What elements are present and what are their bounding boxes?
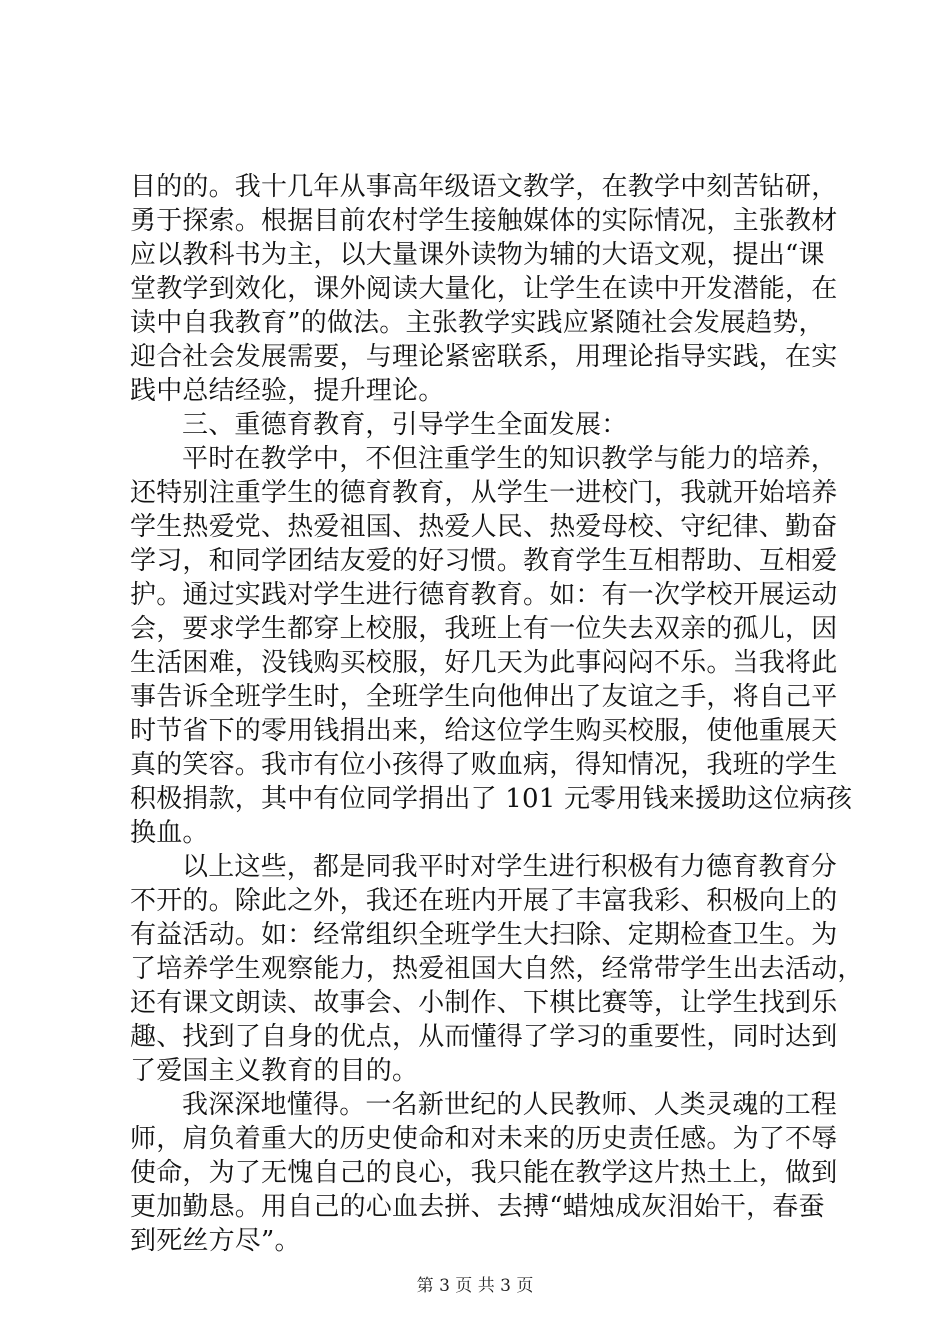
text-line: 堂教学到效化，课外阅读大量化，让学生在读中开发潜能，在 bbox=[130, 274, 838, 304]
text-line: 不开的。除此之外，我还在班内开展了丰富我彩、积极向上的 bbox=[130, 886, 838, 916]
text-line: 时节省下的零用钱捐出来，给这位学生购买校服，使他重展天 bbox=[130, 716, 838, 746]
text-line: 迎合社会发展需要，与理论紧密联系，用理论指导实践，在实 bbox=[130, 342, 838, 372]
text-line: 积极捐款，其中有位同学捐出了 101 元零用钱来援助这位病孩 bbox=[130, 784, 853, 814]
text-line: 有益活动。如：经常组织全班学生大扫除、定期检查卫生。为 bbox=[130, 920, 838, 950]
paragraph-first-line: 平时在教学中，不但注重学生的知识教学与能力的培养， bbox=[182, 444, 838, 474]
text-line: 趣、找到了自身的优点，从而懂得了学习的重要性，同时达到 bbox=[130, 1022, 838, 1052]
text-line: 了爱国主义教育的目的。 bbox=[130, 1056, 419, 1086]
text-line: 护。通过实践对学生进行德育教育。如：有一次学校开展运动 bbox=[130, 580, 838, 610]
body-text bbox=[130, 170, 864, 1258]
text-line: 还特别注重学生的德育教育，从学生一进校门，我就开始培养 bbox=[130, 478, 838, 508]
section-heading: 三、重德育教育，引导学生全面发展： bbox=[182, 410, 628, 440]
paragraph-first-line: 以上这些，都是同我平时对学生进行积极有力德育教育分 bbox=[182, 852, 838, 882]
page-number-footer: 第 3 页 共 3 页 bbox=[416, 1276, 534, 1296]
text-line: 会，要求学生都穿上校服，我班上有一位失去双亲的孤儿，因 bbox=[130, 614, 838, 644]
text-line: 学习，和同学团结友爱的好习惯。教育学生互相帮助、互相爱 bbox=[130, 546, 838, 576]
text-line: 应以教科书为主，以大量课外读物为辅的大语文观，提出“课 bbox=[130, 240, 825, 270]
text-line: 更加勤恳。用自己的心血去拼、去搏“蜡烛成灰泪始干，春蚕 bbox=[130, 1192, 825, 1222]
text-line: 生活困难，没钱购买校服，好几天为此事闷闷不乐。当我将此 bbox=[130, 648, 838, 678]
text-line: 践中总结经验，提升理论。 bbox=[130, 376, 445, 406]
text-line: 师，肩负着重大的历史使命和对未来的历史责任感。为了不辱 bbox=[130, 1124, 838, 1154]
text-line: 到死丝方尽”。 bbox=[130, 1226, 301, 1256]
text-line: 还有课文朗读、故事会、小制作、下棋比赛等，让学生找到乐 bbox=[130, 988, 838, 1018]
text-line: 事告诉全班学生时，全班学生向他伸出了友谊之手，将自己平 bbox=[130, 682, 838, 712]
text-line: 勇于探索。根据目前农村学生接触媒体的实际情况，主张教材 bbox=[130, 206, 838, 236]
text-line: 了培养学生观察能力，热爱祖国大自然，经常带学生出去活动， bbox=[130, 954, 864, 984]
paragraph-first-line: 我深深地懂得。一名新世纪的人民教师、人类灵魂的工程 bbox=[182, 1090, 838, 1120]
text-line: 学生热爱党、热爱祖国、热爱人民、热爱母校、守纪律、勤奋 bbox=[130, 512, 838, 542]
text-line: 换血。 bbox=[130, 818, 209, 848]
text-line: 使命，为了无愧自己的良心，我只能在教学这片热土上，做到 bbox=[130, 1158, 838, 1188]
text-line: 目的的。我十几年从事高年级语文教学，在教学中刻苦钻研， bbox=[130, 172, 838, 202]
text-line: 读中自我教育”的做法。主张教学实践应紧随社会发展趋势， bbox=[130, 308, 825, 338]
text-line: 真的笑容。我市有位小孩得了败血病，得知情况，我班的学生 bbox=[130, 750, 838, 780]
